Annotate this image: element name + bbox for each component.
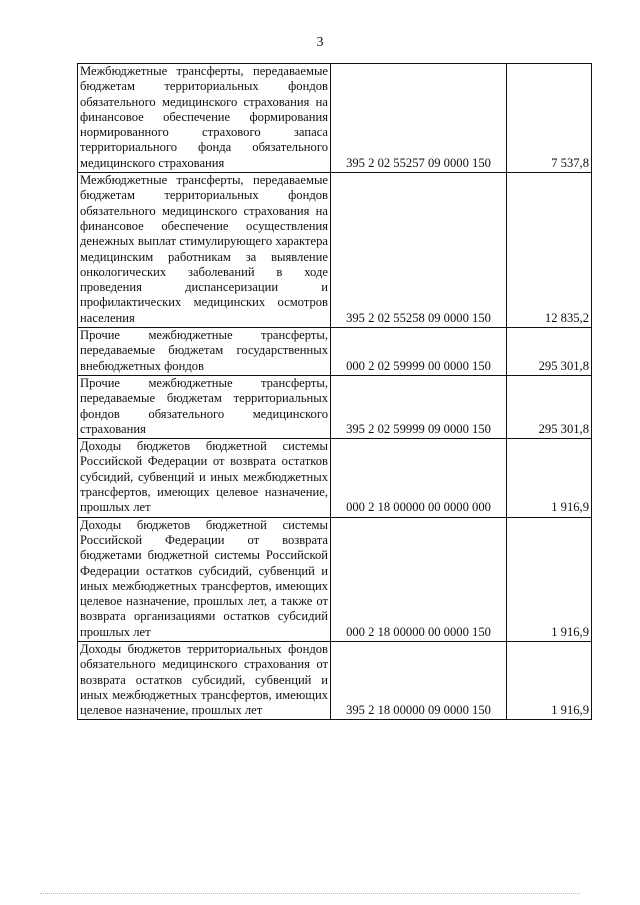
table-row [78,64,592,173]
budget-revenue-table [77,63,592,720]
table-row [78,439,592,517]
row-name: Доходы бюджетов территориальных фондов обязательного медицинского страхования от возврата остатков субсидий, субвенций и иных межбюджетных трансфертов, имеющих целевое назначение, прошлых лет [78,641,331,719]
row-amount: 1 916,9 [507,439,592,517]
row-name: Доходы бюджетов бюджетной системы Российской Федерации от возврата остатков субсидий, субвенций и иных межбюджетных трансфертов, имеющих целевое назначение, прошлых лет [78,439,331,517]
table-row [78,641,592,719]
scan-artifact-line [40,893,580,894]
row-name: Межбюджетные трансферты, передаваемые бюджетам территориальных фондов обязательного медицинского страхования на финансовое обеспечение осуществления денежных выплат стимулирующего характера медицинским работникам за выявление онкологических заболеваний в ходе проведения диспансеризации и профилактических медицинских осмотров населения [78,173,331,328]
row-amount: 12 835,2 [507,173,592,328]
row-amount: 7 537,8 [507,64,592,173]
row-amount: 295 301,8 [507,328,592,376]
row-code: 000 2 02 59999 00 0000 150 [331,328,507,376]
row-name: Прочие межбюджетные трансферты, передаваемые бюджетам государственных внебюджетных фондов [78,328,331,376]
row-name: Прочие межбюджетные трансферты, передаваемые бюджетам территориальных фондов обязательного медицинского страхования [78,375,331,438]
table-row [78,517,592,641]
table-row [78,375,592,438]
row-code: 395 2 02 59999 09 0000 150 [331,375,507,438]
table-row [78,328,592,376]
row-code: 000 2 18 00000 00 0000 150 [331,517,507,641]
row-name: Доходы бюджетов бюджетной системы Российской Федерации от возврата бюджетами бюджетной системы Российской Федерации остатков субсидий, субвенций и иных межбюджетных трансфертов, имеющих целевое назначение, прошлых лет, а также от возврата организациями остатков субсидий прошлых лет [78,517,331,641]
row-code: 395 2 18 00000 09 0000 150 [331,641,507,719]
row-name: Межбюджетные трансферты, передаваемые бюджетам территориальных фондов обязательного медицинского страхования на финансовое обеспечение формирования нормированного страхового запаса территориального фонда обязательного медицинского страхования [78,64,331,173]
row-code: 395 2 02 55258 09 0000 150 [331,173,507,328]
row-amount: 295 301,8 [507,375,592,438]
table-row [78,173,592,328]
row-code: 395 2 02 55257 09 0000 150 [331,64,507,173]
page-number: 3 [316,35,324,50]
row-amount: 1 916,9 [507,517,592,641]
row-code: 000 2 18 00000 00 0000 000 [331,439,507,517]
row-amount: 1 916,9 [507,641,592,719]
